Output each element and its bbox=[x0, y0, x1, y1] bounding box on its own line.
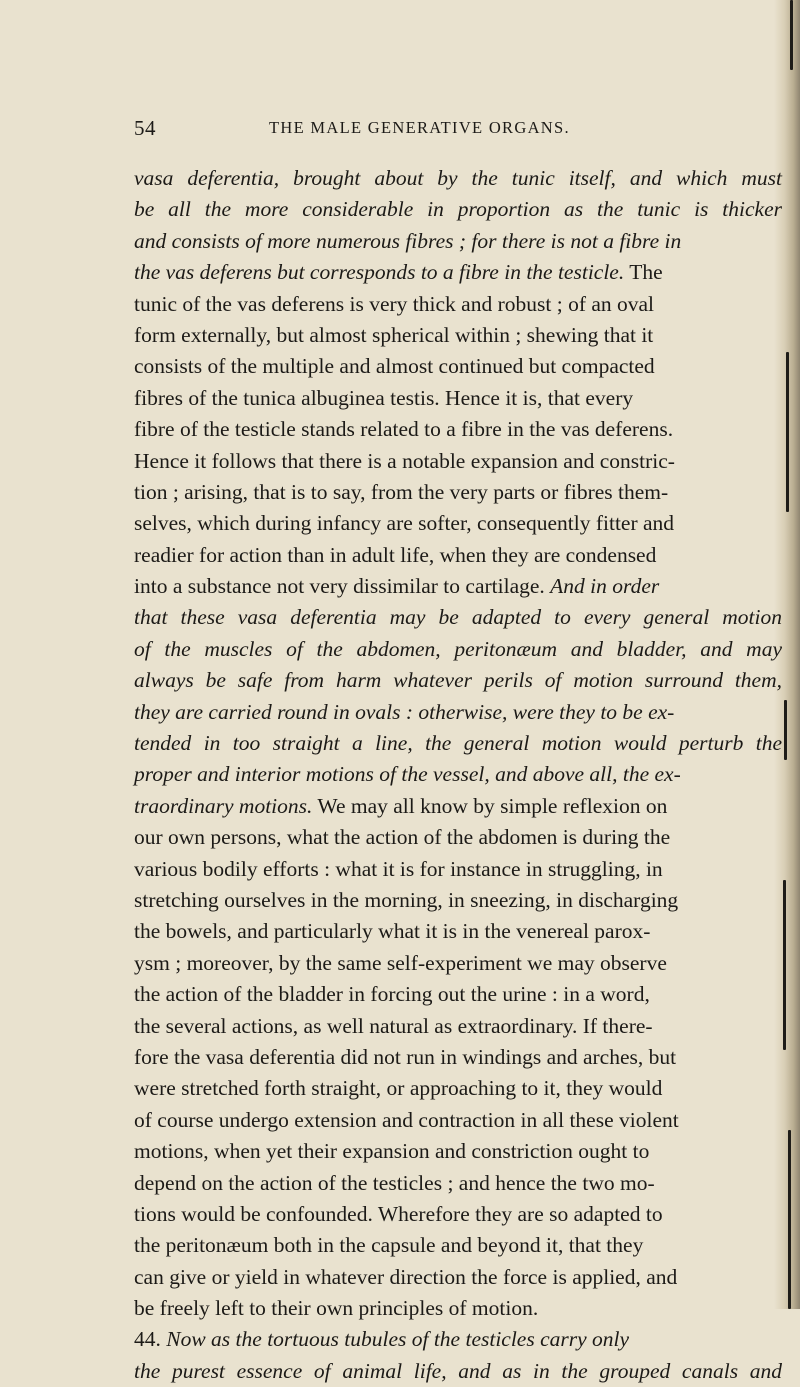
text-line bbox=[134, 446, 782, 477]
roman-text: form externally, but almost spherical within ; shewing that it bbox=[134, 322, 654, 347]
edge-mark bbox=[784, 700, 787, 760]
roman-text: the bowels, and particularly what it is in the venereal parox- bbox=[134, 919, 651, 944]
roman-text: were stretched forth straight, or approaching to it, they would bbox=[134, 1076, 663, 1101]
text-line bbox=[134, 194, 782, 225]
roman-text: ysm ; moreover, by the same self-experiment we may observe bbox=[134, 950, 667, 975]
text-line bbox=[134, 383, 782, 414]
text-line bbox=[134, 320, 782, 351]
body-text bbox=[134, 163, 782, 1387]
roman-text: tions would be confounded. Wherefore they are so adapted to bbox=[134, 1201, 663, 1226]
text-line bbox=[134, 697, 782, 728]
text-line bbox=[134, 1356, 782, 1387]
roman-text: be freely left to their own principles of motion. bbox=[134, 1296, 539, 1321]
italic-text: the purest essence of animal life, and as in the grouped canals and bbox=[134, 1358, 782, 1383]
text-line bbox=[134, 1042, 782, 1073]
roman-text: depend on the action of the testicles ; and hence the two mo- bbox=[134, 1170, 655, 1195]
text-line bbox=[134, 1105, 782, 1136]
text-line bbox=[134, 508, 782, 539]
edge-mark bbox=[786, 352, 789, 512]
italic-text: and consists of more numerous fibres ; for there is not a fibre in bbox=[134, 228, 682, 253]
roman-text: the several actions, as well natural as extraordinary. If there- bbox=[134, 1013, 653, 1038]
roman-text: can give or yield in whatever direction the force is applied, and bbox=[134, 1264, 678, 1289]
edge-mark bbox=[783, 880, 786, 1050]
text-line bbox=[134, 571, 782, 602]
italic-text: Now as the tortuous tubules of the testicles carry only bbox=[166, 1327, 630, 1352]
text-line bbox=[134, 822, 782, 853]
running-head: THE MALE GENERATIVE ORGANS. bbox=[269, 118, 570, 137]
roman-text: Hence it follows that there is a notable expansion and constric- bbox=[134, 448, 675, 473]
text-line bbox=[134, 1011, 782, 1042]
edge-mark bbox=[788, 1130, 791, 1309]
roman-text: fore the vasa deferentia did not run in windings and arches, but bbox=[134, 1044, 677, 1069]
page-number: 54 bbox=[134, 116, 156, 140]
text-line bbox=[134, 226, 782, 257]
italic-text: they are carried round in ovals : otherwise, were they to be ex- bbox=[134, 699, 675, 724]
roman-text: tunic of the vas deferens is very thick and robust ; of an oval bbox=[134, 291, 655, 316]
text-line bbox=[134, 791, 782, 822]
page-header bbox=[134, 116, 734, 140]
roman-text: of course undergo extension and contraction in all these violent bbox=[134, 1107, 679, 1132]
italic-text: the vas deferens but corresponds to a fibre in the testicle. bbox=[134, 260, 625, 285]
text-line bbox=[134, 602, 782, 633]
text-line bbox=[134, 916, 782, 947]
text-line bbox=[134, 634, 782, 665]
roman-text: into a substance not very dissimilar to cartilage. bbox=[134, 574, 551, 599]
roman-text: motions, when yet their expansion and constriction ought to bbox=[134, 1139, 650, 1164]
text-line bbox=[134, 414, 782, 445]
text-line bbox=[134, 728, 782, 759]
italic-text: tended in too straight a line, the general motion would perturb the bbox=[134, 731, 782, 756]
text-line bbox=[134, 1199, 782, 1230]
text-line bbox=[134, 665, 782, 696]
italic-text: And in order bbox=[550, 574, 660, 599]
roman-text: fibre of the testicle stands related to a fibre in the vas deferens. bbox=[134, 417, 674, 442]
text-line bbox=[134, 1136, 782, 1167]
italic-text: traordinary motions. bbox=[134, 793, 313, 818]
italic-text: of the muscles of the abdomen, peritonæum and bladder, and may bbox=[134, 636, 782, 661]
roman-text: our own persons, what the action of the abdomen is during the bbox=[134, 825, 671, 850]
edge-mark bbox=[790, 0, 793, 70]
italic-text: that these vasa deferentia may be adapted to every general motion bbox=[134, 605, 782, 630]
text-line bbox=[134, 759, 782, 790]
text-line bbox=[134, 1230, 782, 1261]
roman-text: consists of the multiple and almost continued but compacted bbox=[134, 354, 655, 379]
text-line bbox=[134, 163, 782, 194]
text-line bbox=[134, 257, 782, 288]
roman-text: tion ; arising, that is to say, from the very parts or fibres them- bbox=[134, 479, 669, 504]
roman-text: various bodily efforts : what it is for instance in struggling, in bbox=[134, 856, 663, 881]
roman-text: the peritonæum both in the capsule and beyond it, that they bbox=[134, 1233, 644, 1258]
text-line bbox=[134, 540, 782, 571]
italic-text: be all the more considerable in proportion as the tunic is thicker bbox=[134, 197, 782, 222]
roman-text: readier for action than in adult life, when they are condensed bbox=[134, 542, 657, 567]
roman-text: The bbox=[624, 260, 663, 285]
text-line bbox=[134, 351, 782, 382]
text-line bbox=[134, 477, 782, 508]
italic-text: always be safe from harm whatever perils of motion surround them, bbox=[134, 668, 782, 693]
roman-text: fibres of the tunica albuginea testis. Hence it is, that every bbox=[134, 385, 634, 410]
roman-text: stretching ourselves in the morning, in sneezing, in discharging bbox=[134, 887, 679, 912]
text-line bbox=[134, 1168, 782, 1199]
text-line bbox=[134, 854, 782, 885]
roman-text: the action of the bladder in forcing out the urine : in a word, bbox=[134, 982, 650, 1007]
text-line bbox=[134, 885, 782, 916]
italic-text: vasa deferentia, brought about by the tunic itself, and which must bbox=[134, 166, 782, 190]
text-line bbox=[134, 979, 782, 1010]
italic-text: proper and interior motions of the vessel, and above all, the ex- bbox=[134, 762, 681, 787]
roman-text: 44. bbox=[134, 1327, 167, 1352]
text-line bbox=[134, 289, 782, 320]
text-line bbox=[134, 1073, 782, 1104]
text-line bbox=[134, 1324, 782, 1355]
roman-text: We may all know by simple reflexion on bbox=[312, 793, 668, 818]
roman-text: selves, which during infancy are softer, consequently fitter and bbox=[134, 511, 675, 536]
text-line bbox=[134, 1262, 782, 1293]
text-line bbox=[134, 948, 782, 979]
